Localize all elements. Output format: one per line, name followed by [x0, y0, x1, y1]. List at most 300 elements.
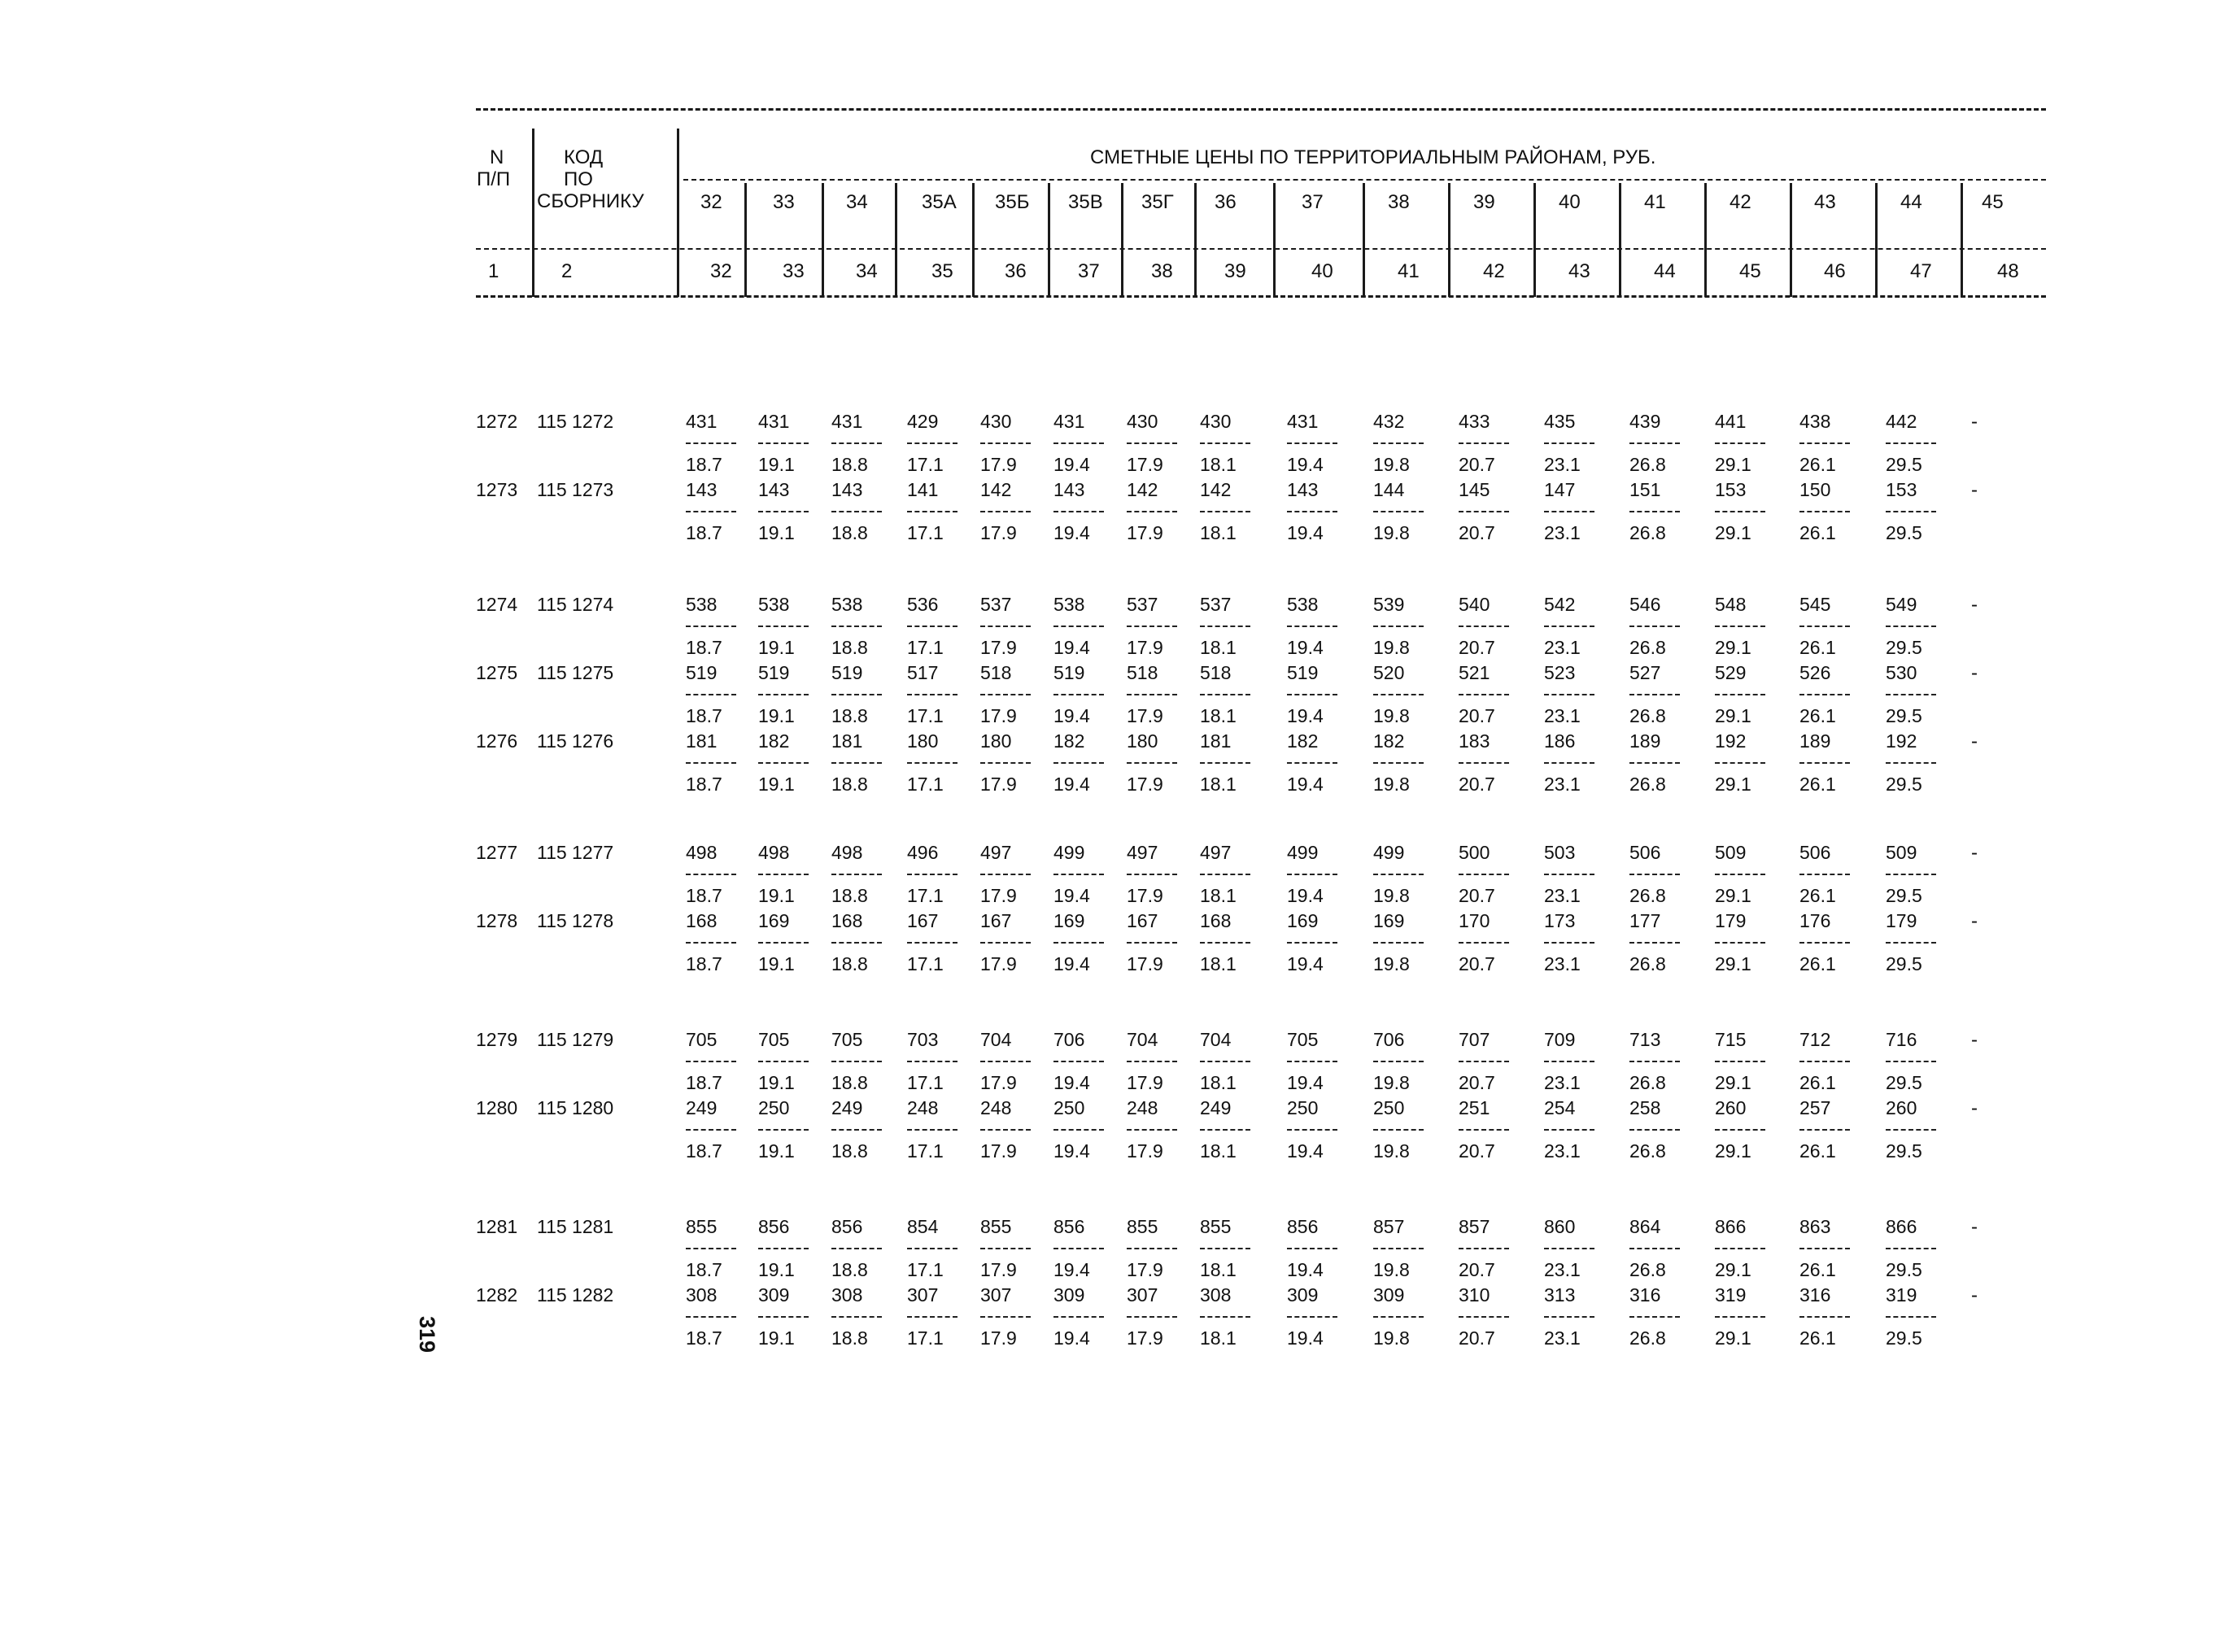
fraction-line: [831, 442, 882, 444]
fraction-line: [1715, 1061, 1765, 1062]
fraction-line: [1373, 694, 1424, 695]
row-code: 115 1280: [537, 1097, 614, 1118]
column-number: 33: [783, 260, 805, 282]
ratio-value: 23.1: [1544, 1072, 1581, 1093]
fraction-line: [1287, 511, 1337, 512]
price-value: 144: [1373, 479, 1405, 500]
fraction-line: [1629, 625, 1680, 627]
price-value: 518: [980, 662, 1012, 683]
fraction-line: [907, 625, 957, 627]
fraction-line: [1287, 942, 1337, 944]
fraction-line: [1544, 942, 1594, 944]
price-value: 519: [831, 662, 863, 683]
ratio-value: 29.5: [1886, 774, 1922, 795]
ratio-value: 19.4: [1287, 1259, 1324, 1280]
ratio-value: 19.4: [1053, 454, 1090, 475]
last-column-dash: -: [1971, 411, 1978, 433]
price-value: 176: [1799, 910, 1831, 931]
row-code: 115 1277: [537, 842, 614, 863]
fraction-line: [1715, 442, 1765, 444]
fraction-line: [1200, 1061, 1250, 1062]
price-value: 250: [1287, 1097, 1319, 1118]
price-value: 180: [980, 730, 1012, 752]
fraction-line: [831, 1248, 882, 1249]
ratio-value: 29.5: [1886, 1140, 1922, 1162]
ratio-value: 18.1: [1200, 885, 1237, 906]
ratio-value: 18.7: [686, 953, 722, 974]
fraction-line: [758, 762, 809, 764]
ratio-value: 19.4: [1053, 705, 1090, 726]
ratio-value: 26.1: [1799, 1259, 1836, 1280]
ratio-value: 17.9: [980, 522, 1017, 543]
ratio-value: 26.8: [1629, 522, 1666, 543]
price-value: 143: [1053, 479, 1085, 500]
ratio-value: 29.1: [1715, 705, 1751, 726]
price-value: 863: [1799, 1216, 1831, 1237]
ratio-value: 17.9: [980, 885, 1017, 906]
col-np-label-2: П/П: [477, 168, 511, 190]
price-value: 705: [686, 1029, 718, 1050]
fraction-line: [686, 1316, 736, 1318]
price-value: 309: [1373, 1284, 1405, 1305]
ratio-value: 18.8: [831, 1072, 868, 1093]
price-value: 497: [1127, 842, 1158, 863]
ratio-value: 20.7: [1459, 1327, 1495, 1349]
price-value: 182: [758, 730, 790, 752]
fraction-line: [758, 625, 809, 627]
price-value: 142: [1127, 479, 1158, 500]
fraction-line: [907, 442, 957, 444]
ratio-value: 19.1: [758, 953, 795, 974]
fraction-line: [980, 1316, 1031, 1318]
fraction-line: [1200, 942, 1250, 944]
ratio-value: 29.5: [1886, 953, 1922, 974]
ratio-value: 26.8: [1629, 774, 1666, 795]
price-value: 497: [1200, 842, 1232, 863]
fraction-line: [758, 442, 809, 444]
row-number: 1280: [476, 1097, 518, 1118]
fraction-line: [1287, 1248, 1337, 1249]
ratio-value: 17.9: [980, 705, 1017, 726]
price-value: 519: [758, 662, 790, 683]
fraction-line: [758, 1129, 809, 1131]
ratio-value: 17.1: [907, 454, 944, 475]
ratio-value: 18.8: [831, 774, 868, 795]
ratio-value: 26.1: [1799, 774, 1836, 795]
ratio-value: 26.8: [1629, 1259, 1666, 1280]
fraction-line: [980, 511, 1031, 512]
fraction-line: [1053, 1129, 1104, 1131]
ratio-value: 26.1: [1799, 1072, 1836, 1093]
column-number: 47: [1910, 260, 1932, 282]
fraction-line: [1053, 1061, 1104, 1062]
column-number: 32: [710, 260, 732, 282]
price-value: 250: [1053, 1097, 1085, 1118]
price-value: 506: [1799, 842, 1831, 863]
price-value: 168: [831, 910, 863, 931]
fraction-line: [1373, 511, 1424, 512]
fraction-line: [1287, 694, 1337, 695]
ratio-value: 29.5: [1886, 1259, 1922, 1280]
fraction-line: [1715, 762, 1765, 764]
price-value: 537: [980, 594, 1012, 615]
ratio-value: 18.8: [831, 885, 868, 906]
ratio-value: 18.7: [686, 637, 722, 658]
price-value: 180: [907, 730, 939, 752]
ratio-value: 29.1: [1715, 1327, 1751, 1349]
column-number: 46: [1824, 260, 1846, 282]
fraction-line: [1629, 1248, 1680, 1249]
price-value: 430: [1200, 411, 1232, 432]
price-value: 548: [1715, 594, 1747, 615]
price-value: 509: [1715, 842, 1747, 863]
row-number: 1279: [476, 1029, 518, 1050]
price-value: 526: [1799, 662, 1831, 683]
ratio-value: 23.1: [1544, 1259, 1581, 1280]
ratio-value: 18.7: [686, 774, 722, 795]
fraction-line: [1799, 511, 1850, 512]
price-value: 319: [1886, 1284, 1917, 1305]
ratio-value: 19.4: [1053, 1072, 1090, 1093]
ratio-value: 23.1: [1544, 522, 1581, 543]
price-value: 857: [1459, 1216, 1490, 1237]
fraction-line: [831, 694, 882, 695]
fraction-line: [1886, 1061, 1936, 1062]
price-value: 307: [1127, 1284, 1158, 1305]
col-code-label-1: КОД: [564, 146, 604, 168]
fraction-line: [758, 1248, 809, 1249]
ratio-value: 23.1: [1544, 953, 1581, 974]
fraction-line: [1886, 942, 1936, 944]
fraction-line: [1287, 1316, 1337, 1318]
fraction-line: [980, 442, 1031, 444]
price-value: 441: [1715, 411, 1747, 432]
price-value: 250: [758, 1097, 790, 1118]
region-label: 41: [1644, 191, 1666, 213]
ratio-value: 19.4: [1053, 1259, 1090, 1280]
price-value: 308: [831, 1284, 863, 1305]
price-value: 249: [831, 1097, 863, 1118]
price-value: 313: [1544, 1284, 1576, 1305]
ratio-value: 18.7: [686, 454, 722, 475]
price-value: 866: [1886, 1216, 1917, 1237]
price-value: 497: [980, 842, 1012, 863]
ratio-value: 19.8: [1373, 637, 1410, 658]
fraction-line: [1544, 1316, 1594, 1318]
fraction-line: [1373, 442, 1424, 444]
fraction-line: [1629, 762, 1680, 764]
ratio-value: 19.1: [758, 885, 795, 906]
ratio-value: 26.1: [1799, 637, 1836, 658]
price-value: 143: [686, 479, 718, 500]
price-value: 147: [1544, 479, 1576, 500]
ratio-value: 19.4: [1287, 953, 1324, 974]
region-label: 34: [846, 191, 868, 213]
region-label: 37: [1302, 191, 1324, 213]
ratio-value: 26.8: [1629, 953, 1666, 974]
price-value: 189: [1629, 730, 1661, 752]
column-number: 48: [1997, 260, 2019, 282]
price-value: 506: [1629, 842, 1661, 863]
price-value: 308: [1200, 1284, 1232, 1305]
ratio-value: 18.1: [1200, 454, 1237, 475]
page-number: 319: [415, 1316, 439, 1353]
fraction-line: [1200, 762, 1250, 764]
fraction-line: [686, 762, 736, 764]
ratio-value: 26.1: [1799, 454, 1836, 475]
ratio-value: 23.1: [1544, 1140, 1581, 1162]
fraction-line: [1715, 694, 1765, 695]
price-value: 168: [686, 910, 718, 931]
row-number: 1278: [476, 910, 518, 931]
ratio-value: 18.7: [686, 1072, 722, 1093]
price-value: 538: [831, 594, 863, 615]
ratio-value: 19.8: [1373, 454, 1410, 475]
ratio-value: 29.5: [1886, 637, 1922, 658]
ratio-value: 17.9: [1127, 522, 1163, 543]
ratio-value: 18.7: [686, 885, 722, 906]
col-code-label-2: ПО: [564, 168, 593, 190]
price-value: 538: [686, 594, 718, 615]
price-value: 864: [1629, 1216, 1661, 1237]
fraction-line: [1886, 625, 1936, 627]
fraction-line: [1287, 1061, 1337, 1062]
fraction-line: [1544, 1248, 1594, 1249]
fraction-line: [1715, 625, 1765, 627]
price-value: 181: [686, 730, 718, 752]
price-value: 169: [1287, 910, 1319, 931]
price-value: 517: [907, 662, 939, 683]
price-value: 518: [1200, 662, 1232, 683]
price-value: 151: [1629, 479, 1661, 500]
price-value: 855: [686, 1216, 718, 1237]
ratio-value: 29.1: [1715, 454, 1751, 475]
ratio-value: 17.9: [1127, 1140, 1163, 1162]
price-value: 706: [1373, 1029, 1405, 1050]
fraction-line: [831, 762, 882, 764]
price-value: 542: [1544, 594, 1576, 615]
ratio-value: 26.1: [1799, 1327, 1836, 1349]
region-label: 32: [700, 191, 722, 213]
price-value: 143: [1287, 479, 1319, 500]
price-value: 519: [1053, 662, 1085, 683]
region-label: 38: [1388, 191, 1410, 213]
ratio-value: 19.1: [758, 522, 795, 543]
fraction-line: [1127, 942, 1177, 944]
ratio-value: 29.5: [1886, 522, 1922, 543]
ratio-value: 18.7: [686, 522, 722, 543]
ratio-value: 26.1: [1799, 522, 1836, 543]
ratio-value: 29.1: [1715, 1140, 1751, 1162]
ratio-value: 19.1: [758, 705, 795, 726]
ratio-value: 18.1: [1200, 1259, 1237, 1280]
fraction-line: [1544, 1061, 1594, 1062]
price-value: 307: [980, 1284, 1012, 1305]
ratio-value: 29.5: [1886, 454, 1922, 475]
ratio-value: 18.7: [686, 1259, 722, 1280]
row-code: 115 1281: [537, 1216, 614, 1237]
price-value: 258: [1629, 1097, 1661, 1118]
fraction-line: [1799, 874, 1850, 875]
price-value: 546: [1629, 594, 1661, 615]
fraction-line: [1459, 1061, 1509, 1062]
price-value: 854: [907, 1216, 939, 1237]
fraction-line: [1053, 762, 1104, 764]
ratio-value: 29.1: [1715, 774, 1751, 795]
row-code: 115 1279: [537, 1029, 614, 1050]
ratio-value: 20.7: [1459, 953, 1495, 974]
price-value: 503: [1544, 842, 1576, 863]
price-value: 498: [686, 842, 718, 863]
price-value: 179: [1886, 910, 1917, 931]
fraction-line: [1200, 874, 1250, 875]
ratio-value: 18.8: [831, 522, 868, 543]
fraction-line: [980, 1129, 1031, 1131]
fraction-line: [1799, 442, 1850, 444]
price-value: 145: [1459, 479, 1490, 500]
price-value: 498: [758, 842, 790, 863]
price-value: 192: [1886, 730, 1917, 752]
price-value: 857: [1373, 1216, 1405, 1237]
fraction-line: [1127, 1129, 1177, 1131]
last-column-dash: -: [1971, 1097, 1978, 1119]
price-value: 704: [1127, 1029, 1158, 1050]
ratio-value: 19.4: [1053, 1327, 1090, 1349]
fraction-line: [1053, 694, 1104, 695]
price-value: 183: [1459, 730, 1490, 752]
last-column-dash: -: [1971, 842, 1978, 864]
ratio-value: 23.1: [1544, 705, 1581, 726]
price-value: 536: [907, 594, 939, 615]
ratio-value: 19.4: [1053, 953, 1090, 974]
fraction-line: [1287, 762, 1337, 764]
price-value: 308: [686, 1284, 718, 1305]
fraction-line: [980, 625, 1031, 627]
price-value: 430: [1127, 411, 1158, 432]
fraction-line: [1459, 442, 1509, 444]
fraction-line: [1373, 1316, 1424, 1318]
price-value: 712: [1799, 1029, 1831, 1050]
price-value: 319: [1715, 1284, 1747, 1305]
price-value: 153: [1715, 479, 1747, 500]
price-value: 540: [1459, 594, 1490, 615]
price-value: 866: [1715, 1216, 1747, 1237]
ratio-value: 17.9: [980, 454, 1017, 475]
ratio-value: 19.8: [1373, 522, 1410, 543]
price-value: 431: [686, 411, 718, 432]
price-value: 153: [1886, 479, 1917, 500]
ratio-value: 29.1: [1715, 885, 1751, 906]
ratio-value: 19.1: [758, 1327, 795, 1349]
fraction-line: [1799, 625, 1850, 627]
ratio-value: 17.9: [1127, 953, 1163, 974]
fraction-line: [1886, 874, 1936, 875]
fraction-line: [686, 1248, 736, 1249]
fraction-line: [1886, 694, 1936, 695]
ratio-value: 19.4: [1287, 705, 1324, 726]
fraction-line: [1629, 942, 1680, 944]
ratio-value: 26.8: [1629, 637, 1666, 658]
ratio-value: 17.1: [907, 637, 944, 658]
ratio-value: 17.9: [980, 1140, 1017, 1162]
ratio-value: 17.1: [907, 705, 944, 726]
price-value: 519: [686, 662, 718, 683]
ratio-value: 29.1: [1715, 953, 1751, 974]
price-value: 537: [1127, 594, 1158, 615]
fraction-line: [1886, 511, 1936, 512]
fraction-line: [831, 1061, 882, 1062]
price-value: 167: [907, 910, 939, 931]
fraction-line: [1459, 511, 1509, 512]
fraction-line: [686, 1129, 736, 1131]
ratio-value: 26.1: [1799, 953, 1836, 974]
column-number: 39: [1224, 260, 1246, 282]
ratio-value: 19.4: [1287, 454, 1324, 475]
row-number: 1277: [476, 842, 518, 863]
ratio-value: 26.1: [1799, 1140, 1836, 1162]
price-value: 435: [1544, 411, 1576, 432]
column-number: 38: [1151, 260, 1173, 282]
ratio-value: 17.9: [980, 774, 1017, 795]
fraction-line: [1629, 1316, 1680, 1318]
price-value: 309: [758, 1284, 790, 1305]
price-value: 530: [1886, 662, 1917, 683]
fraction-line: [686, 625, 736, 627]
ratio-value: 23.1: [1544, 774, 1581, 795]
fraction-line: [831, 1316, 882, 1318]
price-value: 432: [1373, 411, 1405, 432]
fraction-line: [907, 1316, 957, 1318]
price-value: 499: [1373, 842, 1405, 863]
ratio-value: 18.7: [686, 1140, 722, 1162]
ratio-value: 19.4: [1287, 1327, 1324, 1349]
fraction-line: [831, 511, 882, 512]
last-column-dash: -: [1971, 730, 1978, 752]
price-value: 257: [1799, 1097, 1831, 1118]
price-value: 499: [1287, 842, 1319, 863]
column-number: 36: [1005, 260, 1027, 282]
fraction-line: [1287, 442, 1337, 444]
ratio-value: 18.1: [1200, 953, 1237, 974]
price-value: 169: [758, 910, 790, 931]
price-value: 142: [980, 479, 1012, 500]
ratio-value: 19.4: [1287, 774, 1324, 795]
ratio-value: 26.8: [1629, 1072, 1666, 1093]
price-value: 538: [1287, 594, 1319, 615]
ratio-value: 20.7: [1459, 885, 1495, 906]
ratio-value: 19.8: [1373, 774, 1410, 795]
fraction-line: [1629, 511, 1680, 512]
ratio-value: 26.1: [1799, 885, 1836, 906]
fraction-line: [1629, 442, 1680, 444]
fraction-line: [1715, 1129, 1765, 1131]
fraction-line: [1053, 625, 1104, 627]
ratio-value: 23.1: [1544, 454, 1581, 475]
ratio-value: 26.8: [1629, 1327, 1666, 1349]
ratio-value: 26.8: [1629, 454, 1666, 475]
fraction-line: [1127, 874, 1177, 875]
price-value: 856: [1287, 1216, 1319, 1237]
fraction-line: [1799, 1248, 1850, 1249]
ratio-value: 19.1: [758, 1140, 795, 1162]
ratio-value: 20.7: [1459, 1072, 1495, 1093]
ratio-value: 19.8: [1373, 1327, 1410, 1349]
price-value: 249: [686, 1097, 718, 1118]
ratio-value: 20.7: [1459, 705, 1495, 726]
row-number: 1275: [476, 662, 518, 683]
price-value: 180: [1127, 730, 1158, 752]
fraction-line: [1544, 511, 1594, 512]
